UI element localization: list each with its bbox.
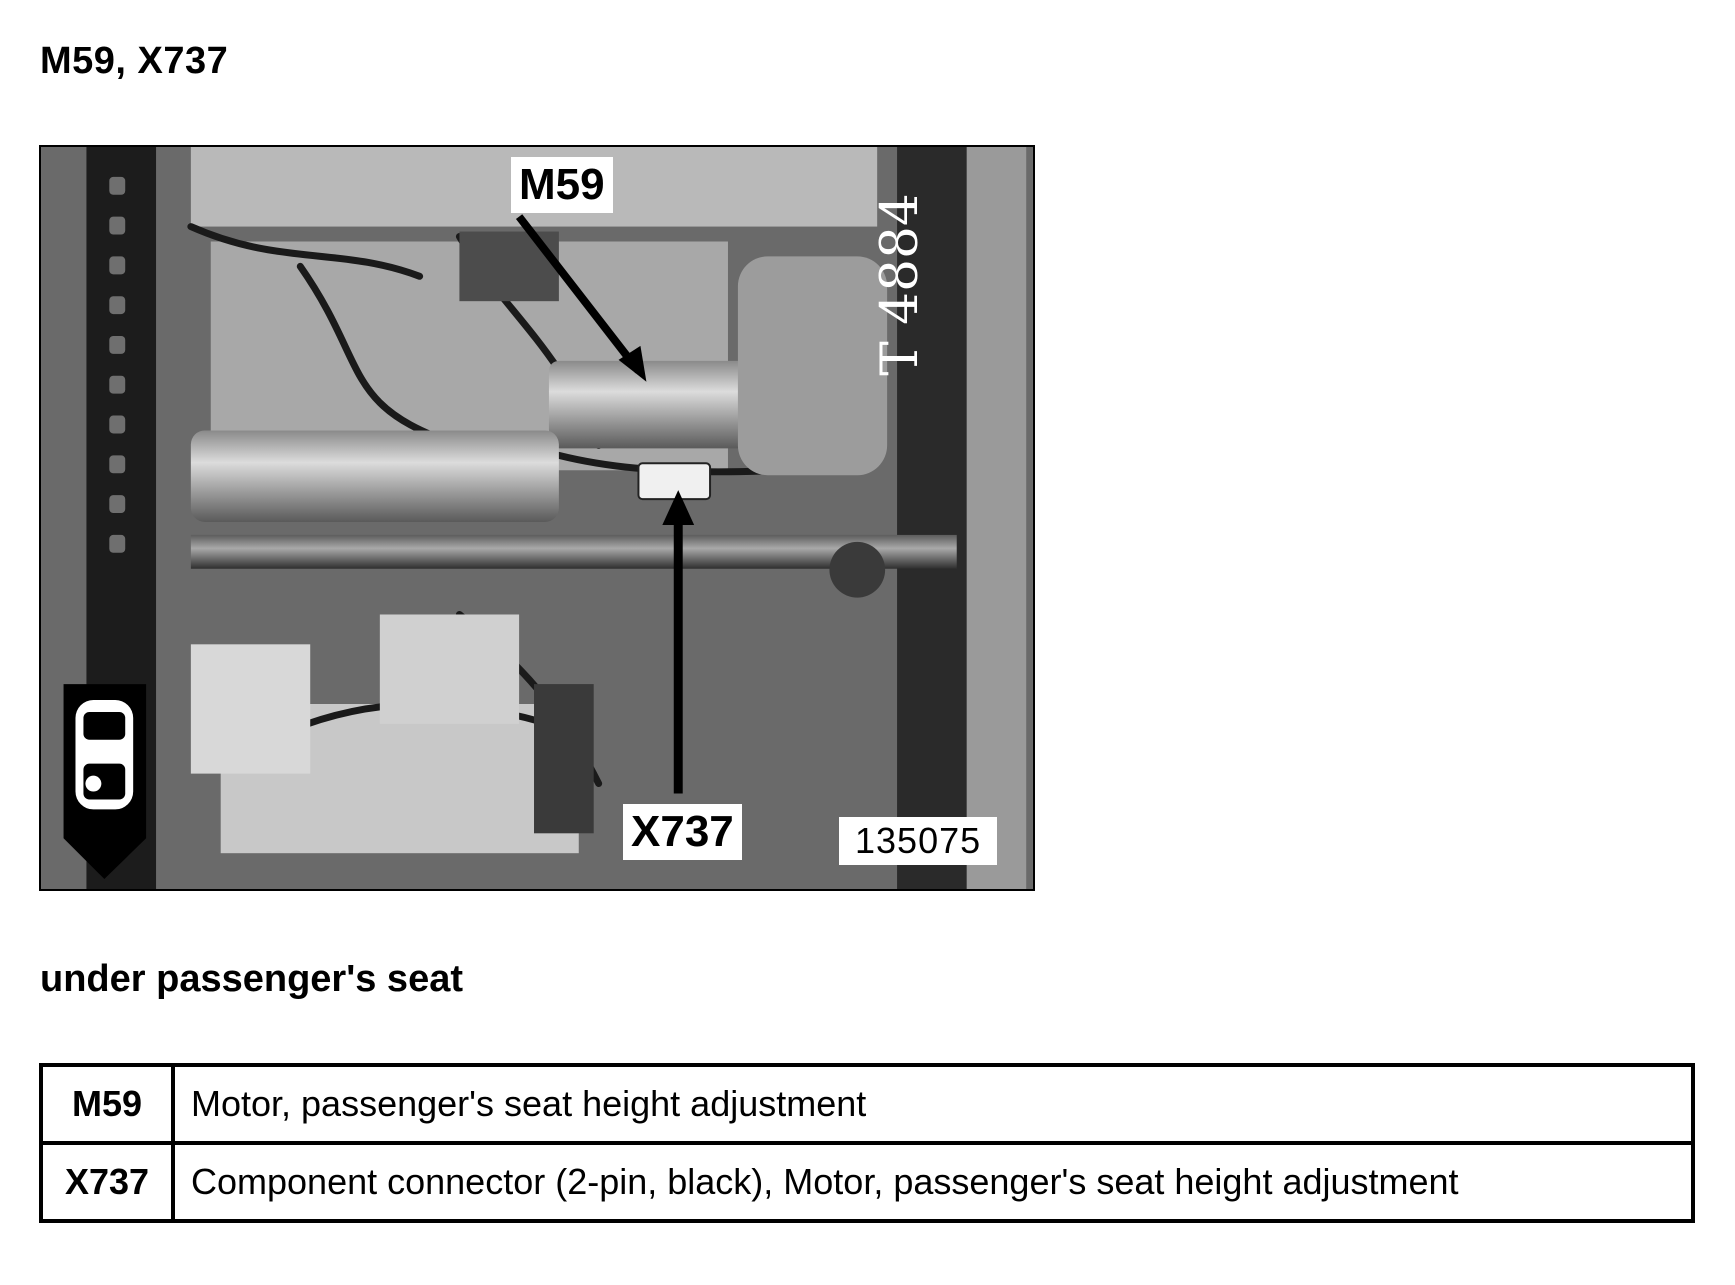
connector-x737 — [638, 463, 710, 499]
table-row — [41, 1065, 1693, 1143]
component-photo — [39, 145, 1035, 891]
legend-description: Motor, passenger's seat height adjustment — [173, 1065, 1693, 1143]
legend-table — [39, 1063, 1695, 1223]
handwritten-marking: T 4884 — [869, 193, 930, 376]
callout-m59: M59 — [511, 157, 613, 213]
car-top-view-icon — [64, 684, 147, 879]
seat-underside-illustration — [41, 147, 1033, 889]
relay-box — [380, 614, 519, 723]
legend-description: Component connector (2-pin, black), Motor, passenger's seat height adjustment — [173, 1143, 1693, 1221]
page-title: M59, X737 — [40, 40, 229, 82]
seat-height-motor — [549, 361, 758, 449]
reference-number: 135075 — [839, 817, 997, 865]
legend-code: M59 — [41, 1065, 173, 1143]
seat-fore-aft-motor — [191, 430, 559, 522]
legend-code: X737 — [41, 1143, 173, 1221]
callout-x737: X737 — [623, 804, 742, 860]
control-module — [459, 232, 558, 302]
location-caption: under passenger's seat — [40, 958, 463, 1000]
table-row — [41, 1143, 1693, 1221]
